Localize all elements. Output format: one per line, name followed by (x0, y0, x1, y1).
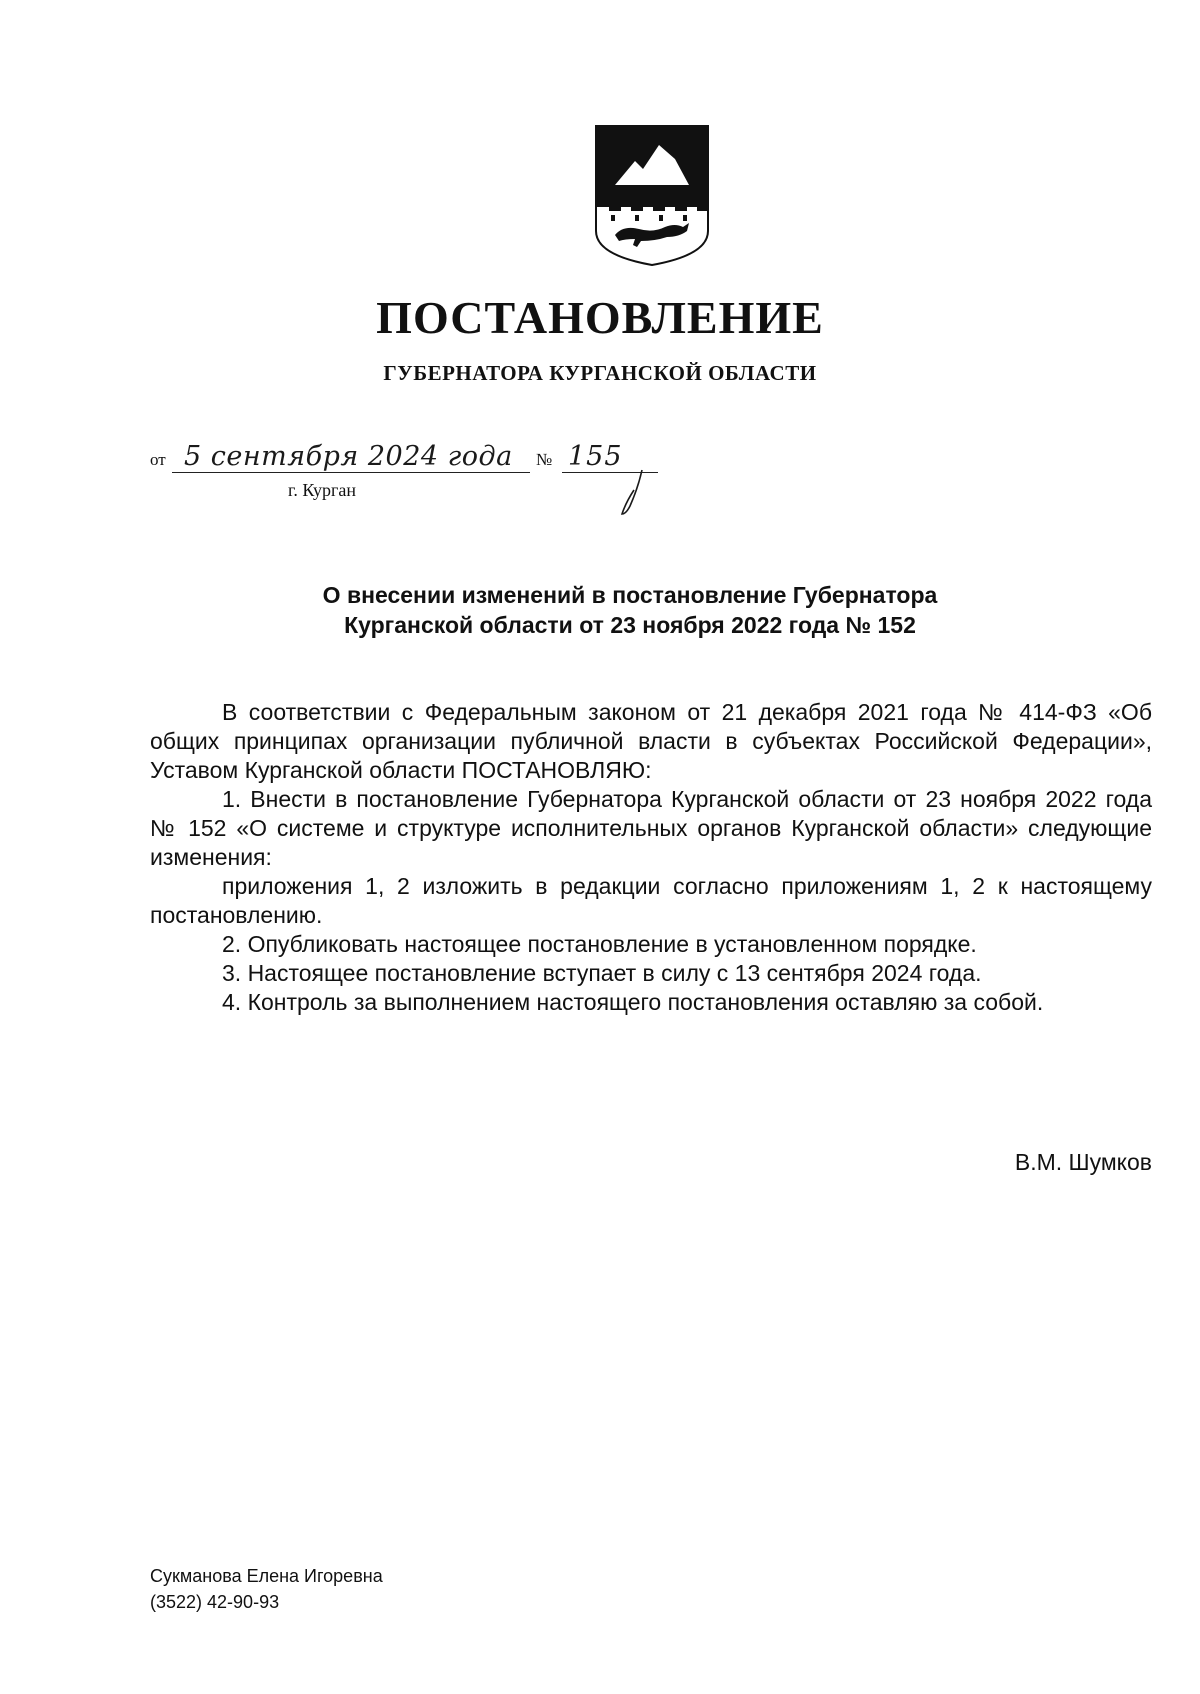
signatory-name: В.М. Шумков (1014, 1149, 1152, 1175)
date-underline (172, 472, 530, 473)
number-label: № (536, 450, 553, 469)
executor-phone: (3522) 42-90-93 (150, 1592, 280, 1612)
executor-name: Сукманова Елена Игоревна (150, 1566, 383, 1586)
document-subject (180, 580, 1080, 640)
body-paragraph: приложения 1, 2 изложить в редакции согласно приложениям 1, 2 к настоящему постановлению. (150, 873, 1152, 928)
date-from-label: от (150, 450, 166, 469)
handwritten-date: 5 сентября 2024 года (184, 441, 513, 472)
body-paragraph: В соответствии с Федеральным законом от 21 декабря 2021 года № 414-ФЗ «Об общих принципах организации публичной власти в субъектах Российской Федерации», Уставом Курганской области ПОСТАНОВЛЯЮ: (150, 699, 1152, 783)
subject-line: О внесении изменений в постановление Губернатора (322, 582, 938, 608)
handwritten-number: 155 (568, 441, 623, 472)
document-body (150, 698, 1152, 1017)
registration-line (150, 440, 660, 520)
document-title: ПОСТАНОВЛЕНИЕ (376, 292, 824, 343)
city-label: г. Курган (288, 480, 357, 500)
body-paragraph: 3. Настоящее постановление вступает в силу с 13 сентября 2024 года. (222, 960, 982, 986)
body-paragraph: 4. Контроль за выполнением настоящего постановления оставляю за собой. (222, 989, 1044, 1015)
executor-footer (150, 1563, 383, 1615)
body-paragraph: 1. Внести в постановление Губернатора Курганской области от 23 ноября 2022 года № 152 «О системе и структуре исполнительных органов Курганской области» следующие изменения: (150, 786, 1152, 870)
body-paragraph: 2. Опубликовать настоящее постановление в установленном порядке. (222, 931, 977, 957)
subject-line: Курганской области от 23 ноября 2022 года № 152 (344, 612, 916, 638)
issuing-authority: ГУБЕРНАТОРА КУРГАНСКОЙ ОБЛАСТИ (383, 361, 817, 385)
handwriting-stroke-icon (620, 468, 650, 518)
coat-of-arms-icon (593, 123, 711, 268)
